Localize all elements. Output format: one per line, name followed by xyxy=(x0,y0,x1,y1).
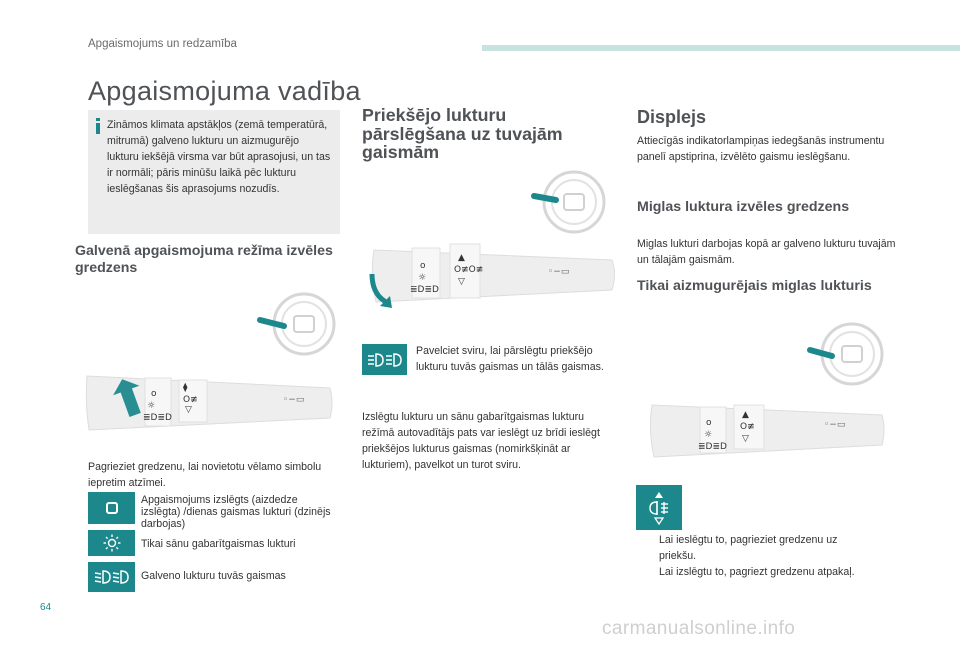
rear-fog-icon xyxy=(636,485,682,530)
svg-text:◦−▭: ◦−▭ xyxy=(824,420,846,430)
header-bar xyxy=(482,45,960,51)
svg-text:☼: ☼ xyxy=(418,273,427,283)
lamp-off-icon xyxy=(88,492,135,524)
main-lighting-stalk-illustration xyxy=(85,368,335,438)
row-label-off: Apgaismojums izslēgts (aizdedze izslēgta) /dienas gaismas lukturi (dzinējs darbojas) xyxy=(141,494,331,530)
info-icon xyxy=(96,118,100,134)
svg-text:⧫: ⧫ xyxy=(183,383,188,393)
page-title: Apgaismojuma vadība xyxy=(88,76,361,106)
svg-text:≣D≣D: ≣D≣D xyxy=(698,442,727,452)
svg-text:≣D≣D: ≣D≣D xyxy=(410,285,439,295)
steering-wheel-illustration-3 xyxy=(800,320,890,390)
steering-wheel-illustration-2 xyxy=(520,170,610,240)
svg-text:O≢: O≢ xyxy=(740,422,755,432)
ring-heading: Galvenā apgaismojuma režīma izvēles gredzens xyxy=(75,243,333,276)
page-number: 64 xyxy=(40,602,52,613)
svg-text:☼: ☼ xyxy=(147,401,156,411)
fog-stalk-illustration xyxy=(648,395,888,465)
svg-text:O≢O≢: O≢O≢ xyxy=(454,265,484,275)
svg-text:o: o xyxy=(706,418,712,428)
switch-heading: Priekšējo lukturu pārslēgšana uz tuvajām gaismām xyxy=(362,105,563,162)
note-text: Zināmos klimata apstākļos (zemā temperatūrā, mitrumā) galveno lukturu un aizmugurējo lukturu iekšējā virsma var būt aprasojusi, un tas ir normāli; pāris minūšu laikā pēc lukturu ieslēgšanas šis aprasojums nozudīs. xyxy=(107,119,331,195)
rear-fog-heading: Tikai aizmugurējais miglas lukturis xyxy=(637,278,872,294)
headlamp-stalk-illustration xyxy=(368,238,618,310)
steering-wheel-illustration xyxy=(250,290,340,360)
fog-ring-heading: Miglas luktura izvēles gredzens xyxy=(637,199,850,215)
fog-ring-text: Miglas lukturi darbojas kopā ar galveno lukturu tuvajām un tālajām gaismām. xyxy=(637,238,896,266)
row-label-dipped: Galveno lukturu tuvās gaismas xyxy=(141,570,286,582)
pull-lever-text: Pavelciet sviru, lai pārslēgtu priekšējo lukturu tuvās gaismas un tālās gaismas. xyxy=(416,345,604,373)
svg-text:o: o xyxy=(151,389,157,399)
rear-fog-off-item: Lai izslēgtu to, pagriezt gredzenu atpakaļ. xyxy=(659,566,855,578)
rear-fog-instructions xyxy=(637,532,877,580)
svg-text:◦−▭: ◦−▭ xyxy=(283,395,305,405)
svg-text:≣D≣D: ≣D≣D xyxy=(143,413,172,423)
ring-instruction: Pagrieziet gredzenu, lai novietotu vēlamo simbolu iepretim atzīmei. xyxy=(88,461,322,489)
rear-fog-on-item: Lai ieslēgtu to, pagrieziet gredzenu uz priekšu. xyxy=(659,534,838,562)
svg-text:▲: ▲ xyxy=(458,253,465,263)
sidelights-icon xyxy=(88,530,135,556)
display-heading: Displejs xyxy=(637,107,707,127)
svg-text:◦−▭: ◦−▭ xyxy=(548,267,570,277)
svg-text:o: o xyxy=(420,261,426,271)
svg-text:▲: ▲ xyxy=(742,410,749,420)
main-beam-icon xyxy=(362,344,407,375)
section-header: Apgaismojums un redzamība xyxy=(88,38,237,50)
display-text: Attiecīgās indikatorlampiņas iedegšanās instrumentu panelī apstiprina, izvēlēto gaismu ieslēgšanu. xyxy=(637,135,885,163)
flash-text: Izslēgtu lukturu un sānu gabarītgaismas lukturu režīmā autovadītājs pats var ieslēgt uz brīdi ieslēgt priekšējos lukturus gaismas (nomirkšķināt ar lukturiem), pavelkot un turot sviru. xyxy=(362,411,600,471)
svg-text:▽: ▽ xyxy=(458,277,465,287)
svg-text:☼: ☼ xyxy=(704,430,713,440)
svg-text:O≢: O≢ xyxy=(183,395,198,405)
svg-text:▽: ▽ xyxy=(742,434,749,444)
watermark: carmanualsonline.info xyxy=(602,618,796,639)
dipped-beam-icon xyxy=(88,562,135,592)
svg-text:▽: ▽ xyxy=(185,405,192,415)
row-label-sidelights: Tikai sānu gabarītgaismas lukturi xyxy=(141,538,296,550)
